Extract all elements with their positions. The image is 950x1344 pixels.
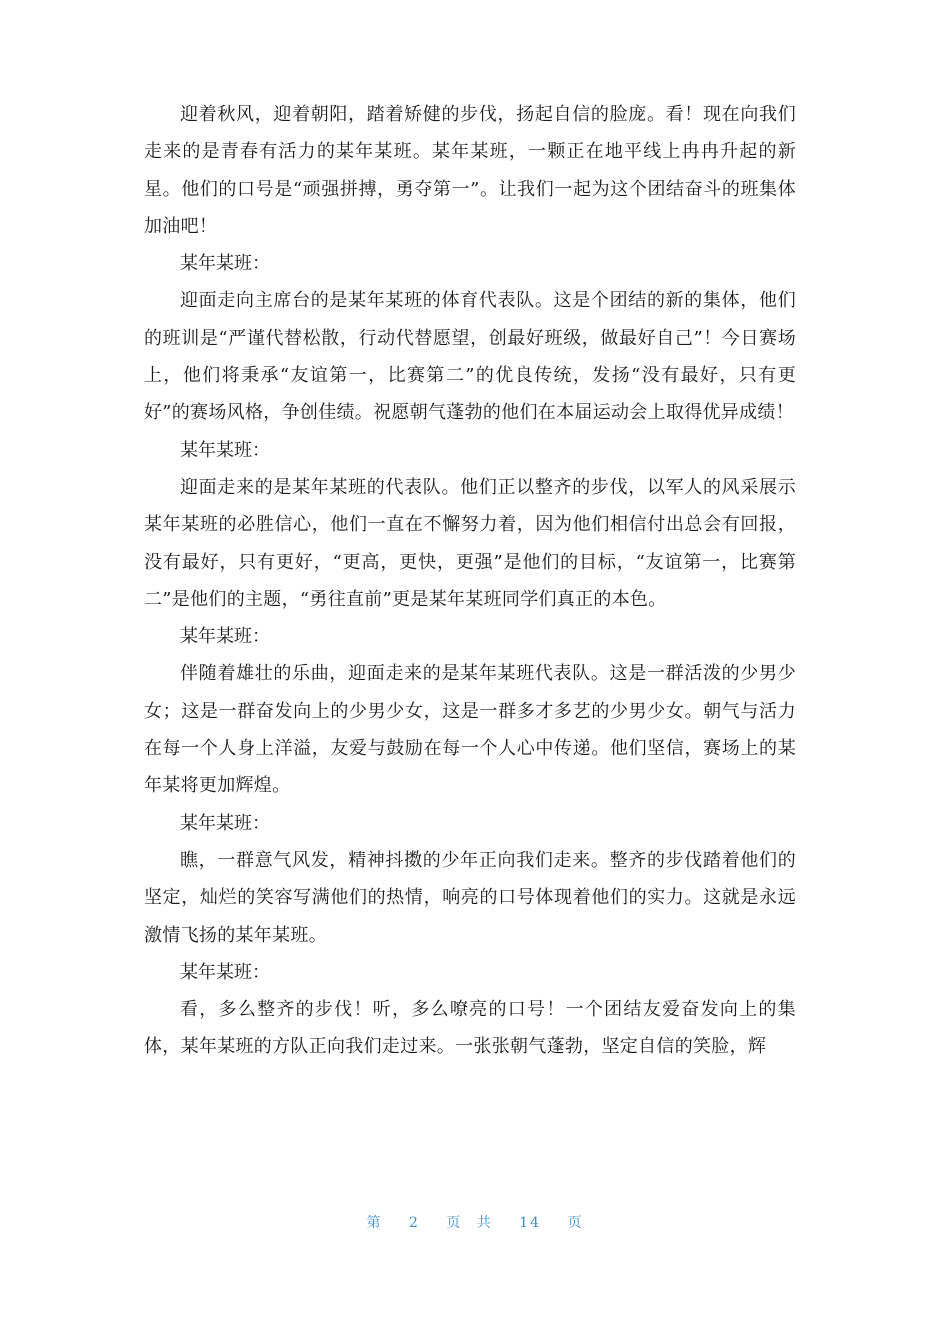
- class-heading: 某年某班：: [180, 812, 270, 834]
- page-footer: [0, 1212, 950, 1232]
- footer-middle: 页 共: [446, 1215, 493, 1231]
- paragraph: 瞧，一群意气风发，精神抖擞的少年正向我们走来。整齐的步伐踏着他们的坚定，灿烂的笑容写满他们的热情，响亮的口号体现着他们的实力。这就是永远激情飞扬的某年某班。: [144, 849, 796, 946]
- paragraph: 看，多么整齐的步伐！听，多么嘹亮的口号！一个团结友爱奋发向上的集体，某年某班的方队正向我们走过来。一张张朝气蓬勃，坚定自信的笑脸，辉: [144, 999, 796, 1058]
- paragraph: 迎面走来的是某年某班的代表队。他们正以整齐的步伐，以军人的风采展示某年某班的必胜信心，他们一直在不懈努力着，因为他们相信付出总会有回报，没有最好，只有更好，“更高，更快，更强”是他们的目标，“友谊第一，比赛第二”是他们的主题，“勇往直前”更是某年某班同学们真正的本色。: [144, 476, 796, 610]
- paragraph: 迎面走向主席台的是某年某班的体育代表队。这是个团结的新的集体，他们的班训是“严谨代替松散，行动代替愿望，创最好班级，做最好自己”！今日赛场上，他们将秉承“友谊第一，比赛第二”的优良传统，发扬“没有最好，只有更好”的赛场风格，争创佳绩。祝愿朝气蓬勃的他们在本届运动会上取得优异成绩！: [144, 290, 796, 424]
- class-heading: 某年某班：: [180, 961, 270, 983]
- class-heading: 某年某班：: [180, 439, 270, 461]
- footer-prefix: 第: [366, 1215, 383, 1231]
- paragraph: 迎着秋风，迎着朝阳，踏着矫健的步伐，扬起自信的脸庞。看！现在向我们走来的是青春有活力的某年某班。某年某班，一颗正在地平线上冉冉升起的新星。他们的口号是“顽强拼搏，勇夺第一”。让我们一起为这个团结奋斗的班集体加油吧！: [144, 104, 796, 237]
- paragraph: 伴随着雄壮的乐曲，迎面走来的是某年某班代表队。这是一群活泼的少男少女；这是一群奋发向上的少男少女，这是一群多才多艺的少男少女。朝气与活力在每一个人身上洋溢，友爱与鼓励在每一个人心中传递。他们坚信，赛场上的某年某将更加辉煌。: [144, 663, 796, 797]
- footer-suffix: 页: [567, 1215, 584, 1231]
- total-pages-number: 14: [519, 1215, 542, 1231]
- class-heading: 某年某班：: [180, 253, 270, 275]
- class-heading: 某年某班：: [180, 626, 270, 648]
- current-page-number: 2: [408, 1215, 420, 1231]
- document-body: [144, 96, 796, 1066]
